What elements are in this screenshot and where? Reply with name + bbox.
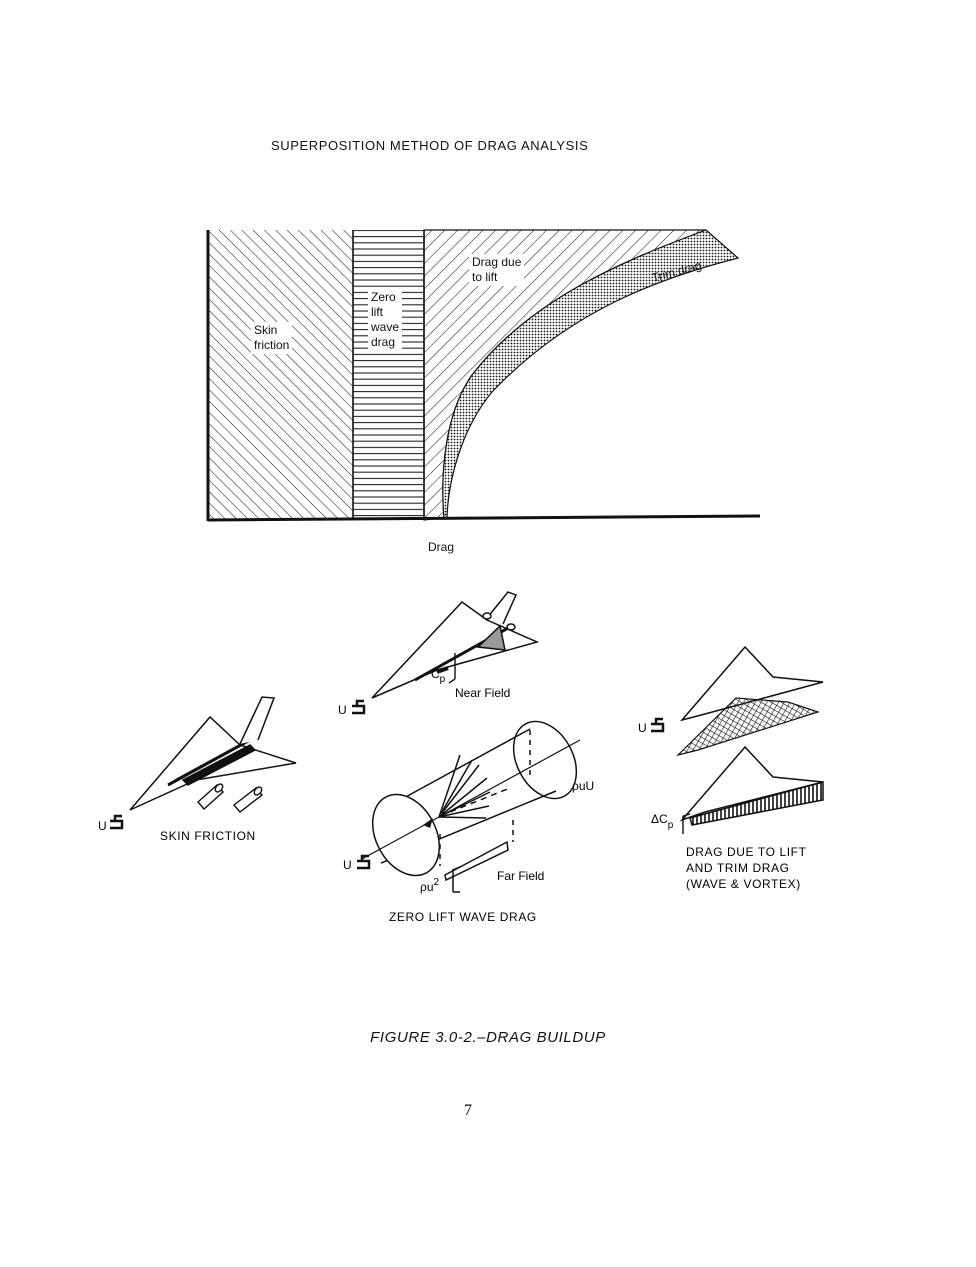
lift-flow-label: U (638, 721, 647, 735)
far-field-flow-label: U (343, 858, 352, 872)
rho-uu-label: ρuU (572, 779, 595, 793)
zero-lift-wave-region (353, 230, 424, 520)
lift-trim-caption-line1: DRAG DUE TO LIFT (686, 845, 807, 859)
far-field-cylinder (359, 711, 589, 892)
skin-friction-label-line2: friction (254, 338, 290, 352)
rho-u2-main: ρu (420, 880, 434, 894)
cp-label-sub: p (439, 674, 446, 685)
figure-caption: FIGURE 3.0-2.–DRAG BUILDUP (370, 1029, 606, 1046)
drag-component-diagrams (0, 580, 976, 940)
drag-due-to-lift-label-line1: Drag due (472, 255, 522, 269)
lift-trim-caption-line3: (WAVE & VORTEX) (686, 877, 801, 891)
flow-arrow-icon (352, 701, 364, 713)
skin-friction-flow-label: U (98, 819, 107, 833)
near-field-label: Near Field (455, 686, 511, 700)
flow-arrow-icon (651, 719, 663, 731)
drag-due-to-lift-label (469, 254, 524, 286)
skin-friction-label-line1: Skin (254, 323, 278, 337)
zero-lift-wave-label-line2: lift (371, 305, 383, 319)
cp-label-main: C (431, 667, 440, 681)
wave-drag-caption: ZERO LIFT WAVE DRAG (389, 910, 537, 924)
skin-friction-nacelles (198, 783, 263, 812)
flow-arrow-icon (110, 816, 122, 828)
zero-lift-wave-label (368, 289, 402, 351)
near-field-flow-label: U (338, 703, 347, 717)
near-field-aircraft (372, 592, 537, 698)
drag-due-to-lift-label-line2: to lift (472, 270, 498, 284)
skin-friction-caption: SKIN FRICTION (160, 829, 256, 843)
skin-friction-region (208, 230, 353, 520)
rho-u2-sup: 2 (433, 877, 440, 888)
zero-lift-wave-label-line3: wave (371, 320, 400, 334)
zero-lift-wave-label-line1: Zero (371, 290, 396, 304)
x-axis-label: Drag (428, 540, 455, 554)
delta-cp-sub: p (667, 820, 674, 831)
lift-trim-caption-line2: AND TRIM DRAG (686, 861, 790, 875)
trim-drag-label: Trim drag (650, 258, 703, 285)
far-field-label: Far Field (497, 869, 545, 883)
lift-drag-planform-bottom (682, 747, 823, 834)
zero-lift-wave-label-line4: drag (371, 335, 396, 349)
delta-cp-main: ΔC (651, 812, 668, 826)
flow-arrow-icon (357, 856, 369, 868)
page-title: SUPERPOSITION METHOD OF DRAG ANALYSIS (271, 138, 589, 153)
delta-cp-label (651, 812, 674, 831)
skin-friction-label (251, 322, 292, 354)
page-number: 7 (464, 1102, 472, 1119)
rho-u2-label (420, 877, 440, 894)
